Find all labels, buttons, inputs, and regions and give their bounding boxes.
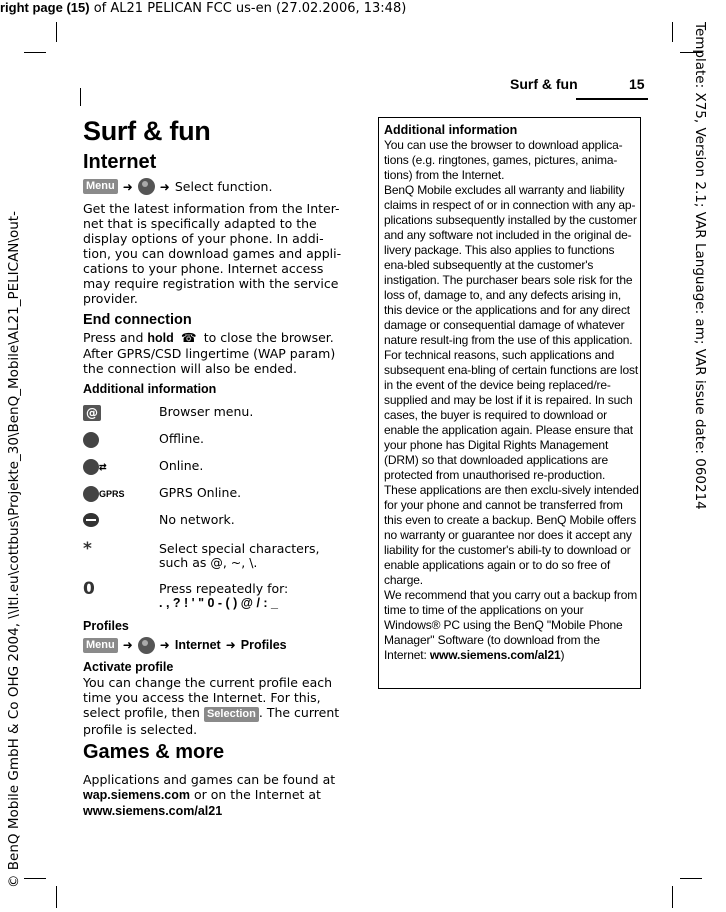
infobox-link[interactable]: www.siemens.com/al21 xyxy=(429,648,561,662)
icon-row xyxy=(83,400,349,427)
icon-row xyxy=(83,577,349,617)
arrow-icon: ➜ xyxy=(122,179,133,194)
infobox-para-3-text: We recommend that you carry out a backup from time to time of the applications on your Windows® PC using the BenQ "Mobile Phone Manager" Software (to download from the Internet: xyxy=(384,588,638,662)
web-link[interactable]: www.siemens.com/al21 xyxy=(83,803,223,818)
no-network-icon xyxy=(83,513,99,527)
header-rule xyxy=(576,98,648,100)
crop-mark xyxy=(672,22,673,42)
icon-row xyxy=(83,427,349,454)
arrow-icon: ➜ xyxy=(225,638,236,652)
end-connection-heading: End connection xyxy=(83,312,192,328)
additional-info-box xyxy=(378,117,641,689)
menu-key: Menu xyxy=(83,179,118,194)
nav-profiles: Profiles xyxy=(240,638,287,652)
infobox-para-3 xyxy=(384,588,640,663)
main-column xyxy=(83,114,349,823)
icon-desc: Offline. xyxy=(159,431,204,446)
end-text-pre: Press and xyxy=(83,330,144,345)
infobox-para-2: BenQ Mobile excludes all warranty and liability claims in respect of or in connection with any ap-plications subsequently installed by the customer and any software not included in the original de-livery package. This also applies to functions ena-bled subsequently at the customer's instigation. The purchaser bears sole risk for the loss of, damage to, and any defects arising in, this device or the applications and for any direct damage or consequential damage of whatever nature result-ing from the use of this application. For technical reasons, such applications and subsequent ena-bling of certain functions are lost in the event of the device being replaced/re-supplied and may be lost if it is repaired. In such cases, the buyer is required to download or enable the application again. Please ensure that your phone has Digital Rights Management (DRM) so that downloaded applications are protected from unauthorised re-production. These applications are then exclu-sively intended for your phone and cannot be transferred from this even to create a backup. BenQ Mobile offers no warranty or guarantee nor does it accept any liability for the customer's abili-ty to download or enable applications again or to do so free of charge. xyxy=(384,183,639,587)
crop-mark xyxy=(672,886,673,908)
print-header-page: right page (15) xyxy=(0,0,90,15)
crop-mark xyxy=(24,52,46,53)
profiles-nav-path xyxy=(83,637,349,654)
arrow-icon: ➜ xyxy=(159,179,170,194)
icon-desc: Browser menu. xyxy=(159,404,254,419)
crop-mark xyxy=(56,886,57,908)
icon-table xyxy=(83,400,349,617)
end-key-icon: ☎ xyxy=(180,330,197,345)
arrow-icon: ➜ xyxy=(122,638,133,652)
margin-line xyxy=(80,88,81,106)
menu-key: Menu xyxy=(83,638,118,653)
icon-row xyxy=(83,537,349,577)
print-header xyxy=(0,0,406,16)
crop-mark xyxy=(680,878,702,879)
icon-desc xyxy=(159,577,349,617)
crop-mark xyxy=(56,22,57,42)
additional-info-heading: Additional information xyxy=(83,382,217,396)
arrow-icon: ➜ xyxy=(159,638,170,652)
copyright-path: © BenQ Mobile GmbH & Co OHG 2004, \\Itl.eu\cottbus\Projekte_30\BenQ_Mobile\AL21_PELICAN\out- xyxy=(6,211,22,888)
globe-offline-icon xyxy=(83,432,99,448)
at-icon: @ xyxy=(83,405,101,421)
games-text-pre: Applications and games can be found at xyxy=(83,771,336,787)
page-number: 15 xyxy=(629,76,645,92)
internet-globe-icon xyxy=(138,178,155,195)
end-connection-text xyxy=(83,330,349,376)
zero-key-icon: 0 xyxy=(83,578,95,599)
special-chars: . , ? ! ' " 0 - ( ) @ / : _ xyxy=(159,596,279,610)
icon-row xyxy=(83,454,349,481)
nav-instruction: Select function. xyxy=(174,179,273,194)
internet-nav-path xyxy=(83,178,349,195)
infobox-heading: Additional information xyxy=(384,123,518,137)
nav-internet: Internet xyxy=(174,638,221,652)
globe-gprs-icon xyxy=(83,486,99,502)
internet-globe-icon xyxy=(138,637,155,654)
profiles-heading: Profiles xyxy=(83,618,129,633)
transfer-arrows-icon: ⇄ xyxy=(99,461,107,472)
icon-desc: Select special characters, such as @, ~, \. xyxy=(159,540,320,570)
icon-desc: Online. xyxy=(159,458,204,473)
activate-text-post: . The current profile is selected. xyxy=(83,704,340,737)
games-text-mid: or on the Internet at xyxy=(193,786,321,802)
template-info: Template: X75, Version 2.1; VAR Language: am; VAR issue date: 060214 xyxy=(692,22,708,510)
hold-word: hold xyxy=(147,331,174,345)
icon-row xyxy=(83,481,349,508)
star-key-icon: * xyxy=(83,538,92,559)
internet-heading: Internet xyxy=(83,151,157,173)
activate-profile-text xyxy=(83,675,349,737)
icon-row xyxy=(83,508,349,537)
crop-mark xyxy=(24,878,46,879)
games-text xyxy=(83,772,349,819)
selection-key: Selection xyxy=(204,707,259,722)
icon-desc: GPRS Online. xyxy=(159,485,242,500)
activate-text-pre: You can change the current profile each time you access the Internet. For this, select profile, then xyxy=(83,674,333,720)
wap-link[interactable]: wap.siemens.com xyxy=(83,787,190,802)
globe-online-icon xyxy=(83,459,99,475)
activate-profile-heading: Activate profile xyxy=(83,659,174,674)
running-title: Surf & fun xyxy=(510,76,578,92)
icon-desc: No network. xyxy=(159,512,235,527)
icon-desc-text: Press repeatedly for: xyxy=(159,580,289,596)
gprs-mark: GPRS xyxy=(99,488,125,499)
internet-intro: Get the latest information from the Inter-net that is specifically adapted to the display options of your phone. In addi-tion, you can download games and appli-cations to your phone. Internet access may require registration with the service provider. xyxy=(83,201,342,306)
games-heading: Games & more xyxy=(83,740,225,763)
page-title: Surf & fun xyxy=(83,116,211,146)
infobox-para-3-end: ) xyxy=(560,648,565,662)
end-text-post: to close the browser. After GPRS/CSD lingertime (WAP param) the connection will also be ended. xyxy=(83,330,336,376)
print-header-file: of AL21 PELICAN FCC us-en (27.02.2006, 13:48) xyxy=(93,1,407,16)
infobox-para-1: You can use the browser to download applica-tions (e.g. ringtones, games, pictures, anima-tions) from the Internet. xyxy=(384,138,623,182)
